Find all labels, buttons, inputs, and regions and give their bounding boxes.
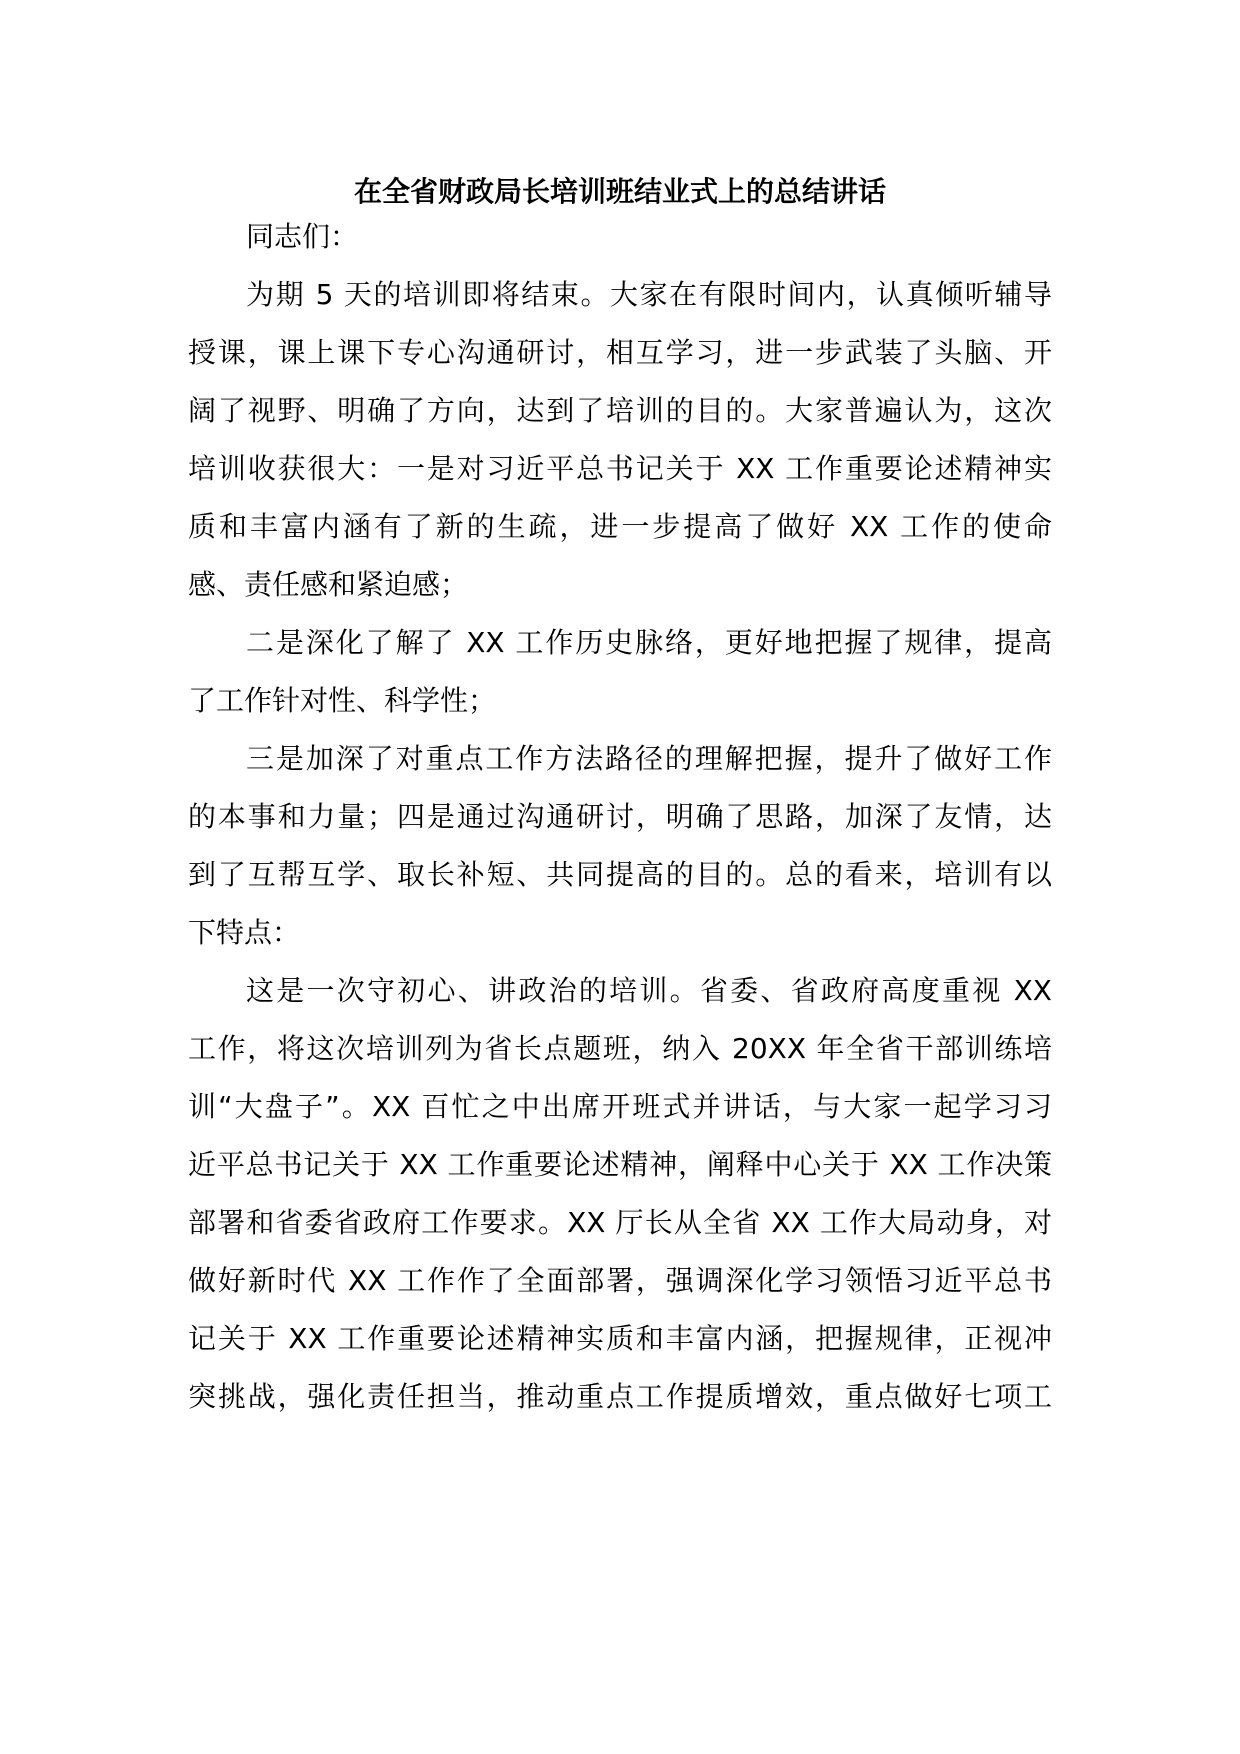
body-line: 这是一次守初心、讲政治的培训。省委、省政府高度重视 XX (246, 974, 1052, 1007)
body-line: 做好新时代 XX 工作作了全面部署，强调深化学习领悟习近平总书 (188, 1264, 1052, 1297)
body-line: 二是深化了解了 XX 工作历史脉络，更好地把握了规律，提高 (246, 626, 1052, 659)
body-line: 到了互帮互学、取长补短、共同提高的目的。总的看来，培训有以 (188, 858, 1052, 891)
salutation-line: 同志们： (246, 220, 359, 253)
body-line: 为期 5 天的培训即将结束。大家在有限时间内，认真倾听辅导 (246, 278, 1052, 311)
body-line: 部署和省委省政府工作要求。XX 厅长从全省 XX 工作大局动身，对 (188, 1206, 1052, 1239)
body-line: 下特点： (188, 916, 301, 949)
body-line: 训“大盘子”。XX 百忙之中出席开班式并讲话，与大家一起学习习 (188, 1090, 1052, 1123)
document-title: 在全省财政局长培训班结业式上的总结讲话 (353, 175, 886, 208)
body-line: 近平总书记关于 XX 工作重要论述精神，阐释中心关于 XX 工作决策 (188, 1148, 1052, 1181)
body-line: 授课，课上课下专心沟通研讨，相互学习，进一步武装了头脑、开 (188, 336, 1052, 369)
body-line: 工作，将这次培训列为省长点题班，纳入 20XX 年全省干部训练培 (188, 1032, 1052, 1065)
body-line: 记关于 XX 工作重要论述精神实质和丰富内涵，把握规律，正视冲 (188, 1322, 1052, 1355)
body-line: 阔了视野、明确了方向，达到了培训的目的。大家普遍认为，这次 (188, 394, 1052, 427)
body-line: 突挑战，强化责任担当，推动重点工作提质增效，重点做好七项工 (188, 1380, 1052, 1413)
body-line: 了工作针对性、科学性； (188, 684, 497, 717)
body-line: 感、责任感和紧迫感； (188, 568, 469, 601)
body-line: 培训收获很大：一是对习近平总书记关于 XX 工作重要论述精神实 (188, 452, 1052, 485)
body-line: 的本事和力量；四是通过沟通研讨，明确了思路，加深了友情，达 (188, 800, 1052, 833)
body-line: 质和丰富内涵有了新的生疏，进一步提高了做好 XX 工作的使命 (188, 510, 1052, 543)
body-line: 三是加深了对重点工作方法路径的理解把握，提升了做好工作 (246, 742, 1052, 775)
